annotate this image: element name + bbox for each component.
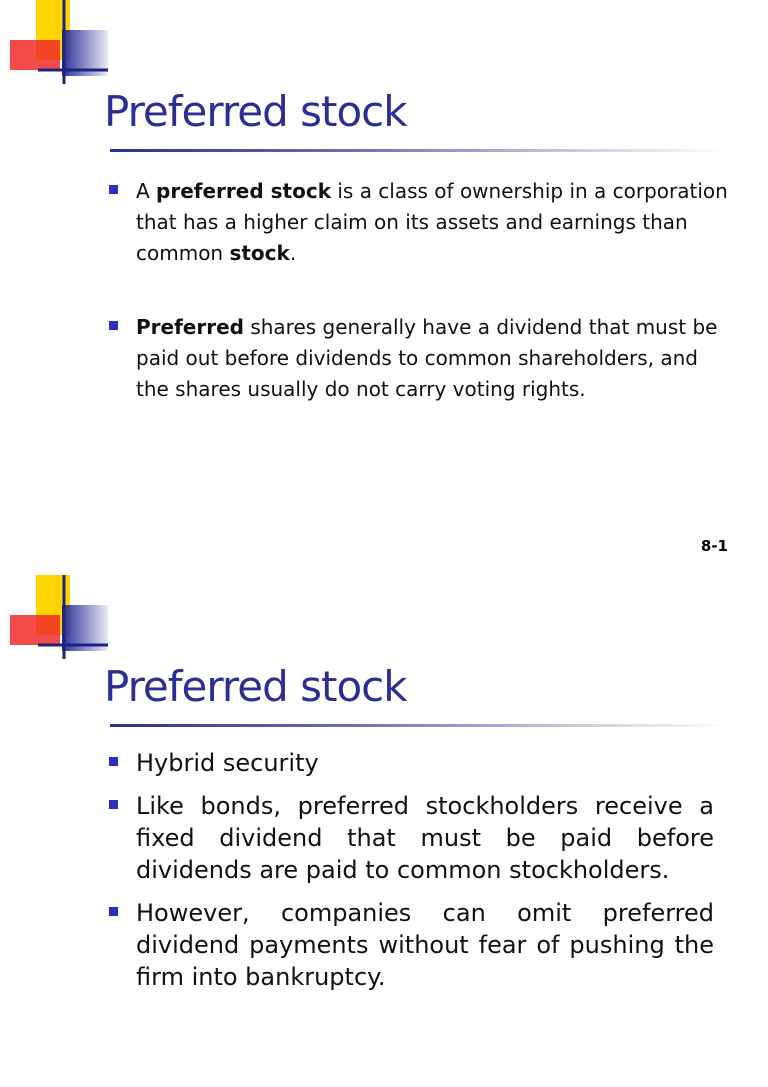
- bullet-item: A preferred stock is a class of ownership in a corporation that has a higher claim on its assets and earnings than common stock.: [136, 176, 736, 269]
- red-block: [10, 40, 60, 70]
- square-bullet-icon: [109, 757, 118, 766]
- bullet-item: Hybrid security: [136, 747, 714, 779]
- red-block: [10, 615, 60, 645]
- bullet-item: Like bonds, preferred stockholders receive a fixed dividend that must be paid before dividends are paid to common stockholders.: [136, 790, 714, 886]
- bullet-list: [136, 176, 736, 448]
- title-underline: [110, 724, 730, 727]
- slide-2: [0, 575, 768, 1087]
- corner-blocks-decoration: [0, 575, 110, 675]
- slide-title: Preferred stock: [104, 87, 407, 136]
- square-bullet-icon: [109, 800, 118, 809]
- square-bullet-icon: [109, 321, 118, 330]
- bullet-list: [136, 747, 714, 1004]
- bullet-item: However, companies can omit preferred dividend payments without fear of pushing the firm into bankruptcy.: [136, 897, 714, 993]
- slide-title: Preferred stock: [104, 662, 407, 711]
- square-bullet-icon: [109, 185, 118, 194]
- corner-blocks-decoration: [0, 0, 110, 100]
- bullet-item: Preferred shares generally have a dividend that must be paid out before dividends to common shareholders, and the shares usually do not carry voting rights.: [136, 312, 736, 405]
- page-number: 8-1: [700, 537, 728, 555]
- square-bullet-icon: [109, 907, 118, 916]
- title-underline: [110, 149, 730, 152]
